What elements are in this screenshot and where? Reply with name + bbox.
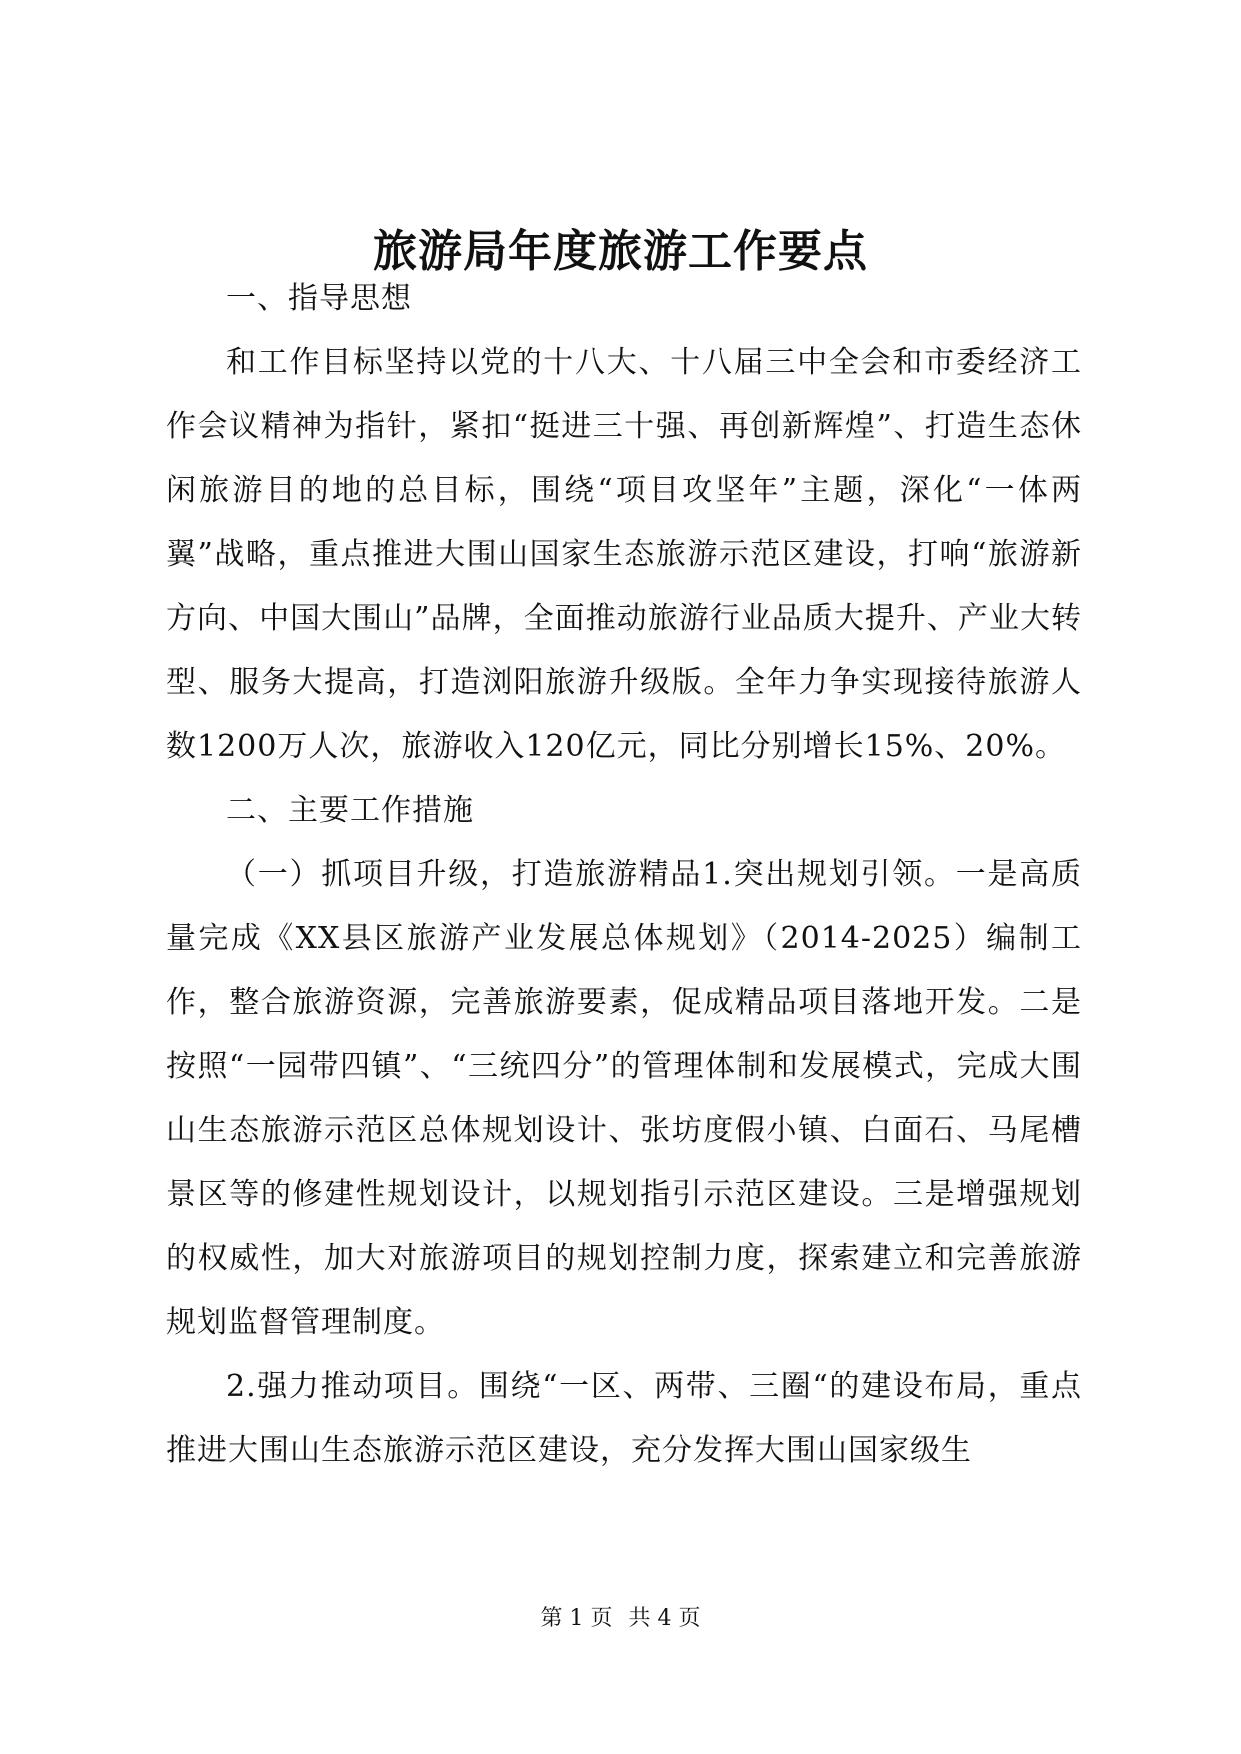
document-body <box>166 267 1082 1483</box>
paragraph-goals: 和工作目标坚持以党的十八大、十八届三中全会和市委经济工作会议精神为指针，紧扣“挺进三十强、再创新辉煌”、打造生态休闲旅游目的地的总目标，围绕“项目攻坚年”主题，深化“一体两翼”战略，重点推进大围山国家生态旅游示范区建设，打响“旅游新方向、中国大围山”品牌，全面推动旅游行业品质大提升、产业大转型、服务大提高，打造浏阳旅游升级版。全年力争实现接待旅游人数1200万人次，旅游收入120亿元，同比分别增长15%、20%。 <box>166 345 1082 764</box>
section-heading-main-measures: 二、主要工作措施 <box>226 793 474 828</box>
section-heading-guiding-thought: 一、指导思想 <box>226 281 412 316</box>
paragraph-project-promotion: 2.强力推动项目。围绕“一区、两带、三圈“的建设布局，重点推进大围山生态旅游示范区建设，充分发挥大围山国家级生 <box>166 1369 1082 1468</box>
page-total: 共 4 页 <box>628 1606 701 1631</box>
document-title: 旅游局年度旅游工作要点 <box>373 226 868 277</box>
page-number: 第 1 页 <box>540 1606 613 1631</box>
paragraph-project-upgrade: （一）抓项目升级，打造旅游精品1.突出规划引领。一是高质量完成《XX县区旅游产业发展总体规划》（2014-2025）编制工作，整合旅游资源，完善旅游要素，促成精品项目落地开发。二是按照“一园带四镇”、“三统四分”的管理体制和发展模式，完成大围山生态旅游示范区总体规划设计、张坊度假小镇、白面石、马尾槽景区等的修建性规划设计，以规划指引示范区建设。三是增强规划的权威性，加大对旅游项目的规划控制力度，探索建立和完善旅游规划监督管理制度。 <box>166 857 1082 1340</box>
page-footer <box>0 1604 1241 1634</box>
